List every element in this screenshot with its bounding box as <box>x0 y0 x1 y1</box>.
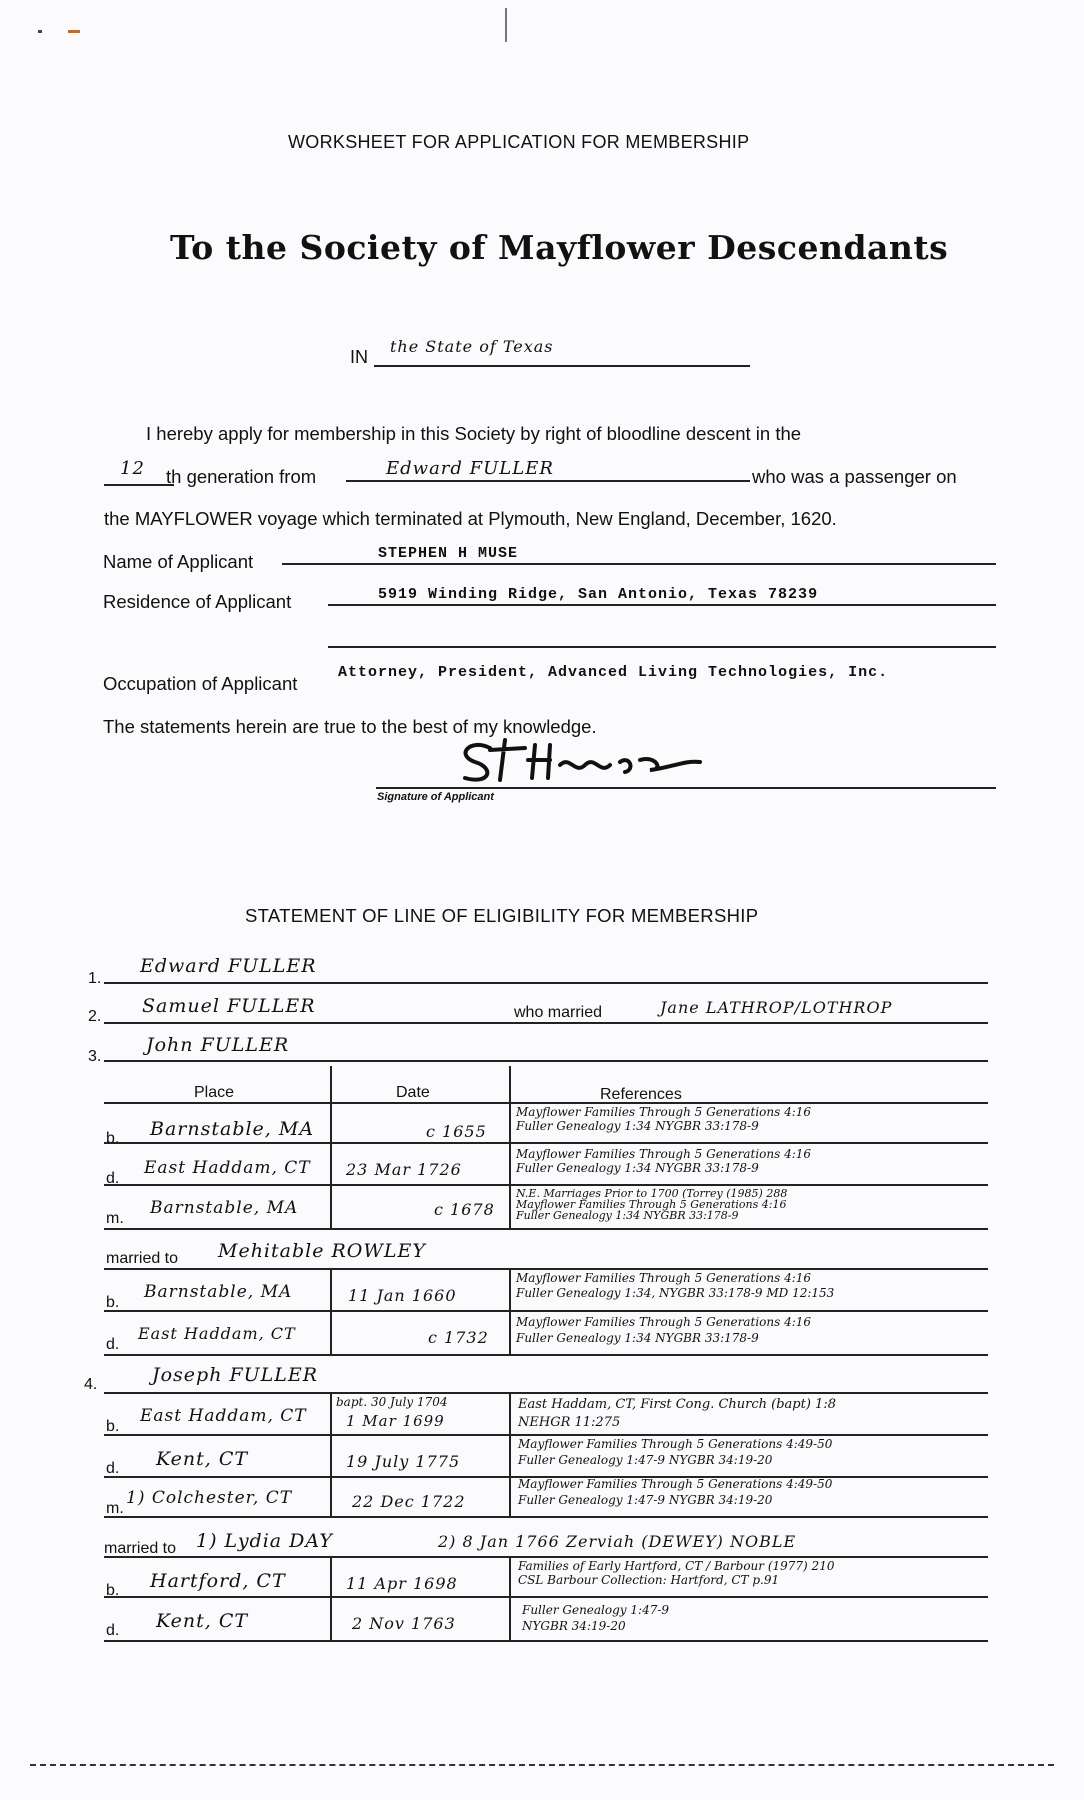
gen3-underline <box>104 1060 988 1062</box>
column-divider <box>330 1270 332 1354</box>
gen4-underline <box>104 1392 988 1394</box>
row-prefix: d. <box>106 1460 120 1477</box>
row-date: 22 Dec 1722 <box>352 1492 466 1511</box>
generation-value: 12 <box>120 458 145 479</box>
row-prefix: d. <box>106 1336 120 1353</box>
row-prefix: m. <box>106 1210 124 1227</box>
applicant-residence: 5919 Winding Ridge, San Antonio, Texas 78239 <box>378 586 819 603</box>
row-date-note: bapt. 30 July 1704 <box>336 1395 448 1409</box>
row-reference: Fuller Genealogy 1:34, NYGBR 33:178-9 MD 12:153 <box>516 1286 835 1300</box>
occupation-label: Occupation of Applicant <box>103 673 298 694</box>
society-title: To the Society of Mayflower Descendants <box>170 228 949 267</box>
row-prefix: d. <box>106 1170 120 1187</box>
row-date: 11 Jan 1660 <box>348 1286 457 1305</box>
applicant-name: STEPHEN H MUSE <box>378 545 519 562</box>
row-place: 1) Colchester, CT <box>126 1488 293 1508</box>
signature-underline <box>376 787 996 789</box>
row-underline <box>104 1228 988 1230</box>
gen1-number: 1. <box>88 970 102 987</box>
row-date: 1 Mar 1699 <box>346 1412 445 1430</box>
row-place: Barnstable, MA <box>144 1282 293 1302</box>
gen4-spouse-1: 1) Lydia DAY <box>196 1530 333 1552</box>
row-reference: Mayflower Families Through 5 Generations 4:16 <box>516 1198 787 1211</box>
signature-label: Signature of Applicant <box>377 791 494 803</box>
row-prefix: b. <box>106 1582 120 1599</box>
row-underline <box>104 1516 988 1518</box>
gen4-name: Joseph FULLER <box>152 1364 319 1386</box>
row-prefix: d. <box>106 1622 120 1639</box>
residence-underline <box>328 604 996 606</box>
statement-text: The statements herein are true to the best of my knowledge. <box>103 716 597 737</box>
gen4-spouse-2: 2) 8 Jan 1766 Zerviah (DEWEY) NOBLE <box>438 1532 797 1551</box>
ancestor-underline <box>346 480 750 482</box>
gen1-name: Edward FULLER <box>140 955 317 977</box>
application-sentence-3: the MAYFLOWER voyage which terminated at Plymouth, New England, December, 1620. <box>104 508 837 529</box>
row-reference: Mayflower Families Through 5 Generations 4:16 <box>516 1271 812 1285</box>
row-place: East Haddam, CT <box>140 1406 307 1426</box>
gen3-spouse: Mehitable ROWLEY <box>218 1240 426 1262</box>
row-reference: CSL Barbour Collection: Hartford, CT p.91 <box>518 1573 780 1587</box>
gen1-underline <box>104 982 988 984</box>
married-to-label: married to <box>106 1250 179 1267</box>
blank-line <box>328 646 996 648</box>
gen2-name: Samuel FULLER <box>142 995 316 1017</box>
row-date: c 1655 <box>426 1122 487 1141</box>
column-divider <box>330 1394 332 1518</box>
row-place: Barnstable, MA <box>150 1198 299 1218</box>
row-reference: NEHGR 11:275 <box>518 1415 621 1430</box>
row-prefix: b. <box>106 1130 120 1147</box>
row-place: Kent, CT <box>156 1448 249 1470</box>
row-underline <box>104 1184 988 1186</box>
scan-mark <box>38 30 42 33</box>
row-reference: Fuller Genealogy 1:47-9 NYGBR 34:19-20 <box>518 1453 773 1467</box>
passenger-text: who was a passenger on <box>752 466 957 487</box>
row-place: Barnstable, MA <box>150 1118 315 1140</box>
row-reference: Mayflower Families Through 5 Generations 4:16 <box>516 1315 812 1329</box>
row-reference: Fuller Genealogy 1:34 NYGBR 33:178-9 <box>516 1209 739 1222</box>
column-header-place: Place <box>194 1084 235 1101</box>
column-divider <box>330 1558 332 1642</box>
generation-underline <box>104 484 174 486</box>
gen3-name: John FULLER <box>146 1034 290 1056</box>
column-header-references: References <box>600 1086 682 1103</box>
row-reference: Fuller Genealogy 1:47-9 NYGBR 34:19-20 <box>518 1493 773 1507</box>
married-to-label: married to <box>104 1540 177 1557</box>
scan-mark <box>505 8 552 42</box>
name-label: Name of Applicant <box>103 551 254 572</box>
row-date: 23 Mar 1726 <box>346 1160 462 1179</box>
row-place: East Haddam, CT <box>138 1324 296 1343</box>
row-date: c 1732 <box>428 1328 489 1347</box>
row-underline <box>104 1434 988 1436</box>
row-reference: East Haddam, CT, First Cong. Church (bapt) 1:8 <box>518 1397 836 1412</box>
row-place: Hartford, CT <box>150 1570 286 1592</box>
gen3-number: 3. <box>88 1048 102 1065</box>
row-date: c 1678 <box>434 1200 495 1219</box>
applicant-occupation: Attorney, President, Advanced Living Technologies, Inc. <box>338 664 889 681</box>
row-underline <box>104 1310 988 1312</box>
row-reference: Mayflower Families Through 5 Generations 4:49-50 <box>518 1477 833 1491</box>
scan-mark <box>68 30 80 33</box>
bottom-cut-line <box>30 1764 1054 1766</box>
row-place: Kent, CT <box>156 1610 249 1632</box>
row-date: 19 July 1775 <box>346 1452 461 1471</box>
gen2-underline <box>104 1022 988 1024</box>
worksheet-title: WORKSHEET FOR APPLICATION FOR MEMBERSHIP <box>288 132 750 152</box>
who-married-label: who married <box>514 1004 603 1021</box>
row-reference: Fuller Genealogy 1:34 NYGBR 33:178-9 <box>516 1331 759 1345</box>
in-underline <box>374 365 750 367</box>
row-place: East Haddam, CT <box>144 1158 311 1178</box>
row-reference: Mayflower Families Through 5 Generations 4:16 <box>516 1147 812 1161</box>
application-sentence-1: I hereby apply for membership in this Society by right of bloodline descent in the <box>146 423 802 444</box>
row-reference: Families of Early Hartford, CT / Barbour (1977) 210 <box>518 1559 835 1573</box>
row-reference: Mayflower Families Through 5 Generations 4:49-50 <box>518 1437 833 1451</box>
column-divider <box>509 1394 511 1518</box>
name-underline <box>282 563 996 565</box>
spouse-underline <box>104 1556 988 1558</box>
row-date: 2 Nov 1763 <box>352 1614 456 1633</box>
row-reference: NYGBR 34:19-20 <box>522 1619 626 1633</box>
row-prefix: b. <box>106 1418 120 1435</box>
row-reference: Fuller Genealogy 1:47-9 <box>522 1603 670 1617</box>
column-divider <box>509 1270 511 1354</box>
row-prefix: m. <box>106 1500 124 1517</box>
row-reference: Fuller Genealogy 1:34 NYGBR 33:178-9 <box>516 1119 759 1133</box>
lineage-title: STATEMENT OF LINE OF ELIGIBILITY FOR MEMBERSHIP <box>245 905 759 926</box>
ancestor-value: Edward FULLER <box>386 458 554 479</box>
row-prefix: b. <box>106 1294 120 1311</box>
row-underline <box>104 1354 988 1356</box>
column-header-underline <box>104 1102 988 1104</box>
column-divider <box>509 1558 511 1642</box>
in-value: the State of Texas <box>390 337 554 356</box>
residence-label: Residence of Applicant <box>103 591 292 612</box>
generation-label: th generation from <box>166 466 317 487</box>
gen2-spouse: Jane LATHROP/LOTHROP <box>660 998 893 1017</box>
in-label: IN <box>350 347 368 367</box>
column-divider <box>330 1066 332 1230</box>
row-underline <box>104 1596 988 1598</box>
row-underline <box>104 1640 988 1642</box>
row-reference: Mayflower Families Through 5 Generations 4:16 <box>516 1105 812 1119</box>
row-underline <box>104 1142 988 1144</box>
row-date: 11 Apr 1698 <box>346 1574 458 1593</box>
spouse-underline <box>104 1268 988 1270</box>
applicant-signature <box>450 730 730 790</box>
column-divider <box>509 1066 511 1230</box>
column-header-date: Date <box>396 1084 430 1101</box>
gen4-number: 4. <box>84 1376 98 1393</box>
row-reference: N.E. Marriages Prior to 1700 (Torrey (1985) 288 <box>516 1187 788 1200</box>
row-reference: Fuller Genealogy 1:34 NYGBR 33:178-9 <box>516 1161 759 1175</box>
gen2-number: 2. <box>88 1008 102 1025</box>
